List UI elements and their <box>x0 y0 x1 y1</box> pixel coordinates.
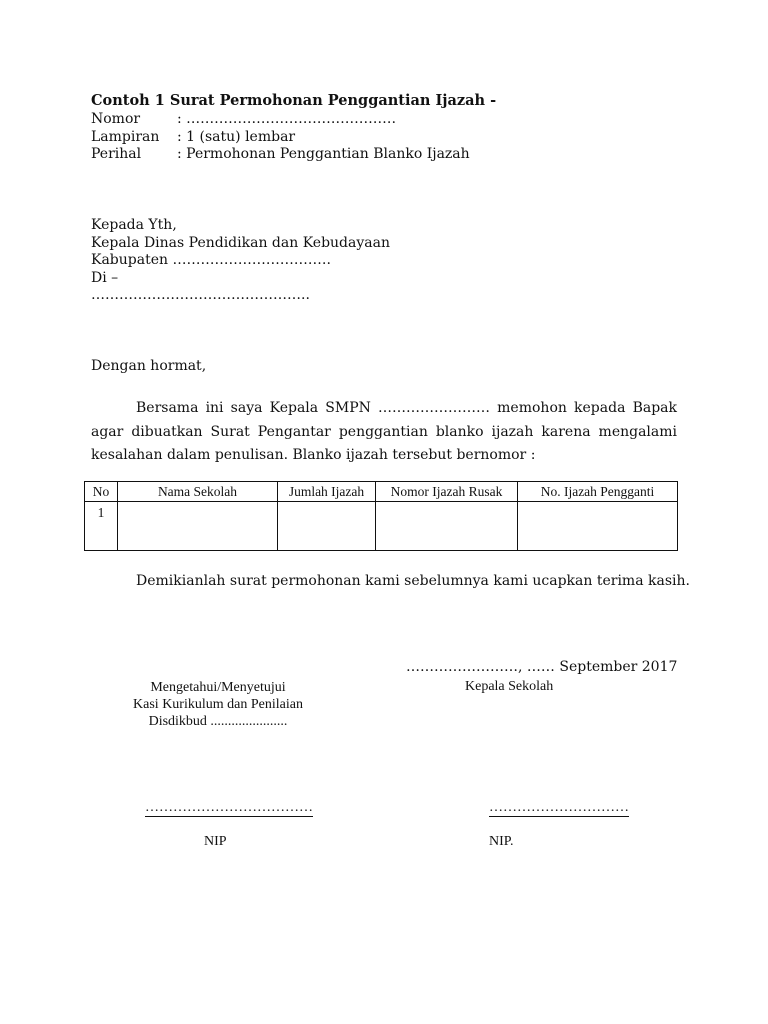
date-line: ……………………, …… September 2017 <box>406 659 678 675</box>
table-row <box>85 502 678 551</box>
document-title: Contoh 1 Surat Permohonan Penggantian Ijazah - <box>91 92 497 109</box>
left-nip: NIP <box>204 834 227 849</box>
cell-nomor-ijazah-rusak <box>376 502 518 551</box>
cell-nama-sekolah <box>118 502 278 551</box>
left-signatory-line-2: Kasi Kurikulum dan Penilaian <box>133 697 303 712</box>
left-signatory-line-3: Disdikbud ...................... <box>148 714 288 729</box>
header-jumlah-ijazah: Jumlah Ijazah <box>278 482 376 502</box>
right-signature-wrapper <box>489 800 629 816</box>
cell-no-ijazah-pengganti <box>518 502 678 551</box>
header-nomor-ijazah-rusak: Nomor Ijazah Rusak <box>376 482 518 502</box>
recipient-line-5: ……………………………………….. <box>91 287 310 303</box>
recipient-line-1: Kepada Yth, <box>91 217 177 233</box>
table-header-row <box>85 482 678 502</box>
greeting: Dengan hormat, <box>91 358 207 374</box>
left-signatory-block <box>120 679 316 730</box>
nomor-value: : ……………………………………… <box>177 111 397 127</box>
left-signature-wrapper <box>145 800 313 816</box>
recipient-block <box>91 217 390 305</box>
ijazah-table <box>84 481 678 551</box>
right-signature-line: ………………………… <box>489 800 629 815</box>
perihal-value: : Permohonan Penggantian Blanko Ijazah <box>177 146 470 162</box>
right-nip: NIP. <box>489 834 514 849</box>
header-no: No <box>85 482 118 502</box>
left-signatory-line-1: Mengetahui/Menyetujui <box>150 680 286 695</box>
closing-sentence: Demikianlah surat permohonan kami sebelumnya kami ucapkan terima kasih. <box>136 573 690 589</box>
letter-header <box>91 111 470 164</box>
nomor-label: Nomor <box>91 111 141 127</box>
perihal-label: Perihal <box>91 146 142 162</box>
recipient-line-2: Kepala Dinas Pendidikan dan Kebudayaan <box>91 234 390 251</box>
perihal-row <box>91 146 470 164</box>
recipient-line-4: Di – <box>91 269 119 286</box>
header-nama-sekolah: Nama Sekolah <box>118 482 278 502</box>
right-signatory-title: Kepala Sekolah <box>465 679 554 694</box>
lampiran-row <box>91 129 470 147</box>
header-no-ijazah-pengganti: No. Ijazah Pengganti <box>518 482 678 502</box>
recipient-line-3: Kabupaten ……………………………. <box>91 252 331 268</box>
cell-no: 1 <box>85 502 118 551</box>
cell-jumlah-ijazah <box>278 502 376 551</box>
nomor-row <box>91 111 470 129</box>
body-paragraph: Bersama ini saya Kepala SMPN …………………… memohon kepada Bapak agar dibuatkan Surat Pengantar penggantian blanko ijazah karena mengalami kesalahan dalam penulisan. Blanko ijazah tersebut bernomor : <box>91 400 677 463</box>
left-signature-line: ……………………………… <box>145 800 313 815</box>
lampiran-value: : 1 (satu) lembar <box>177 128 296 145</box>
lampiran-label: Lampiran <box>91 128 160 145</box>
